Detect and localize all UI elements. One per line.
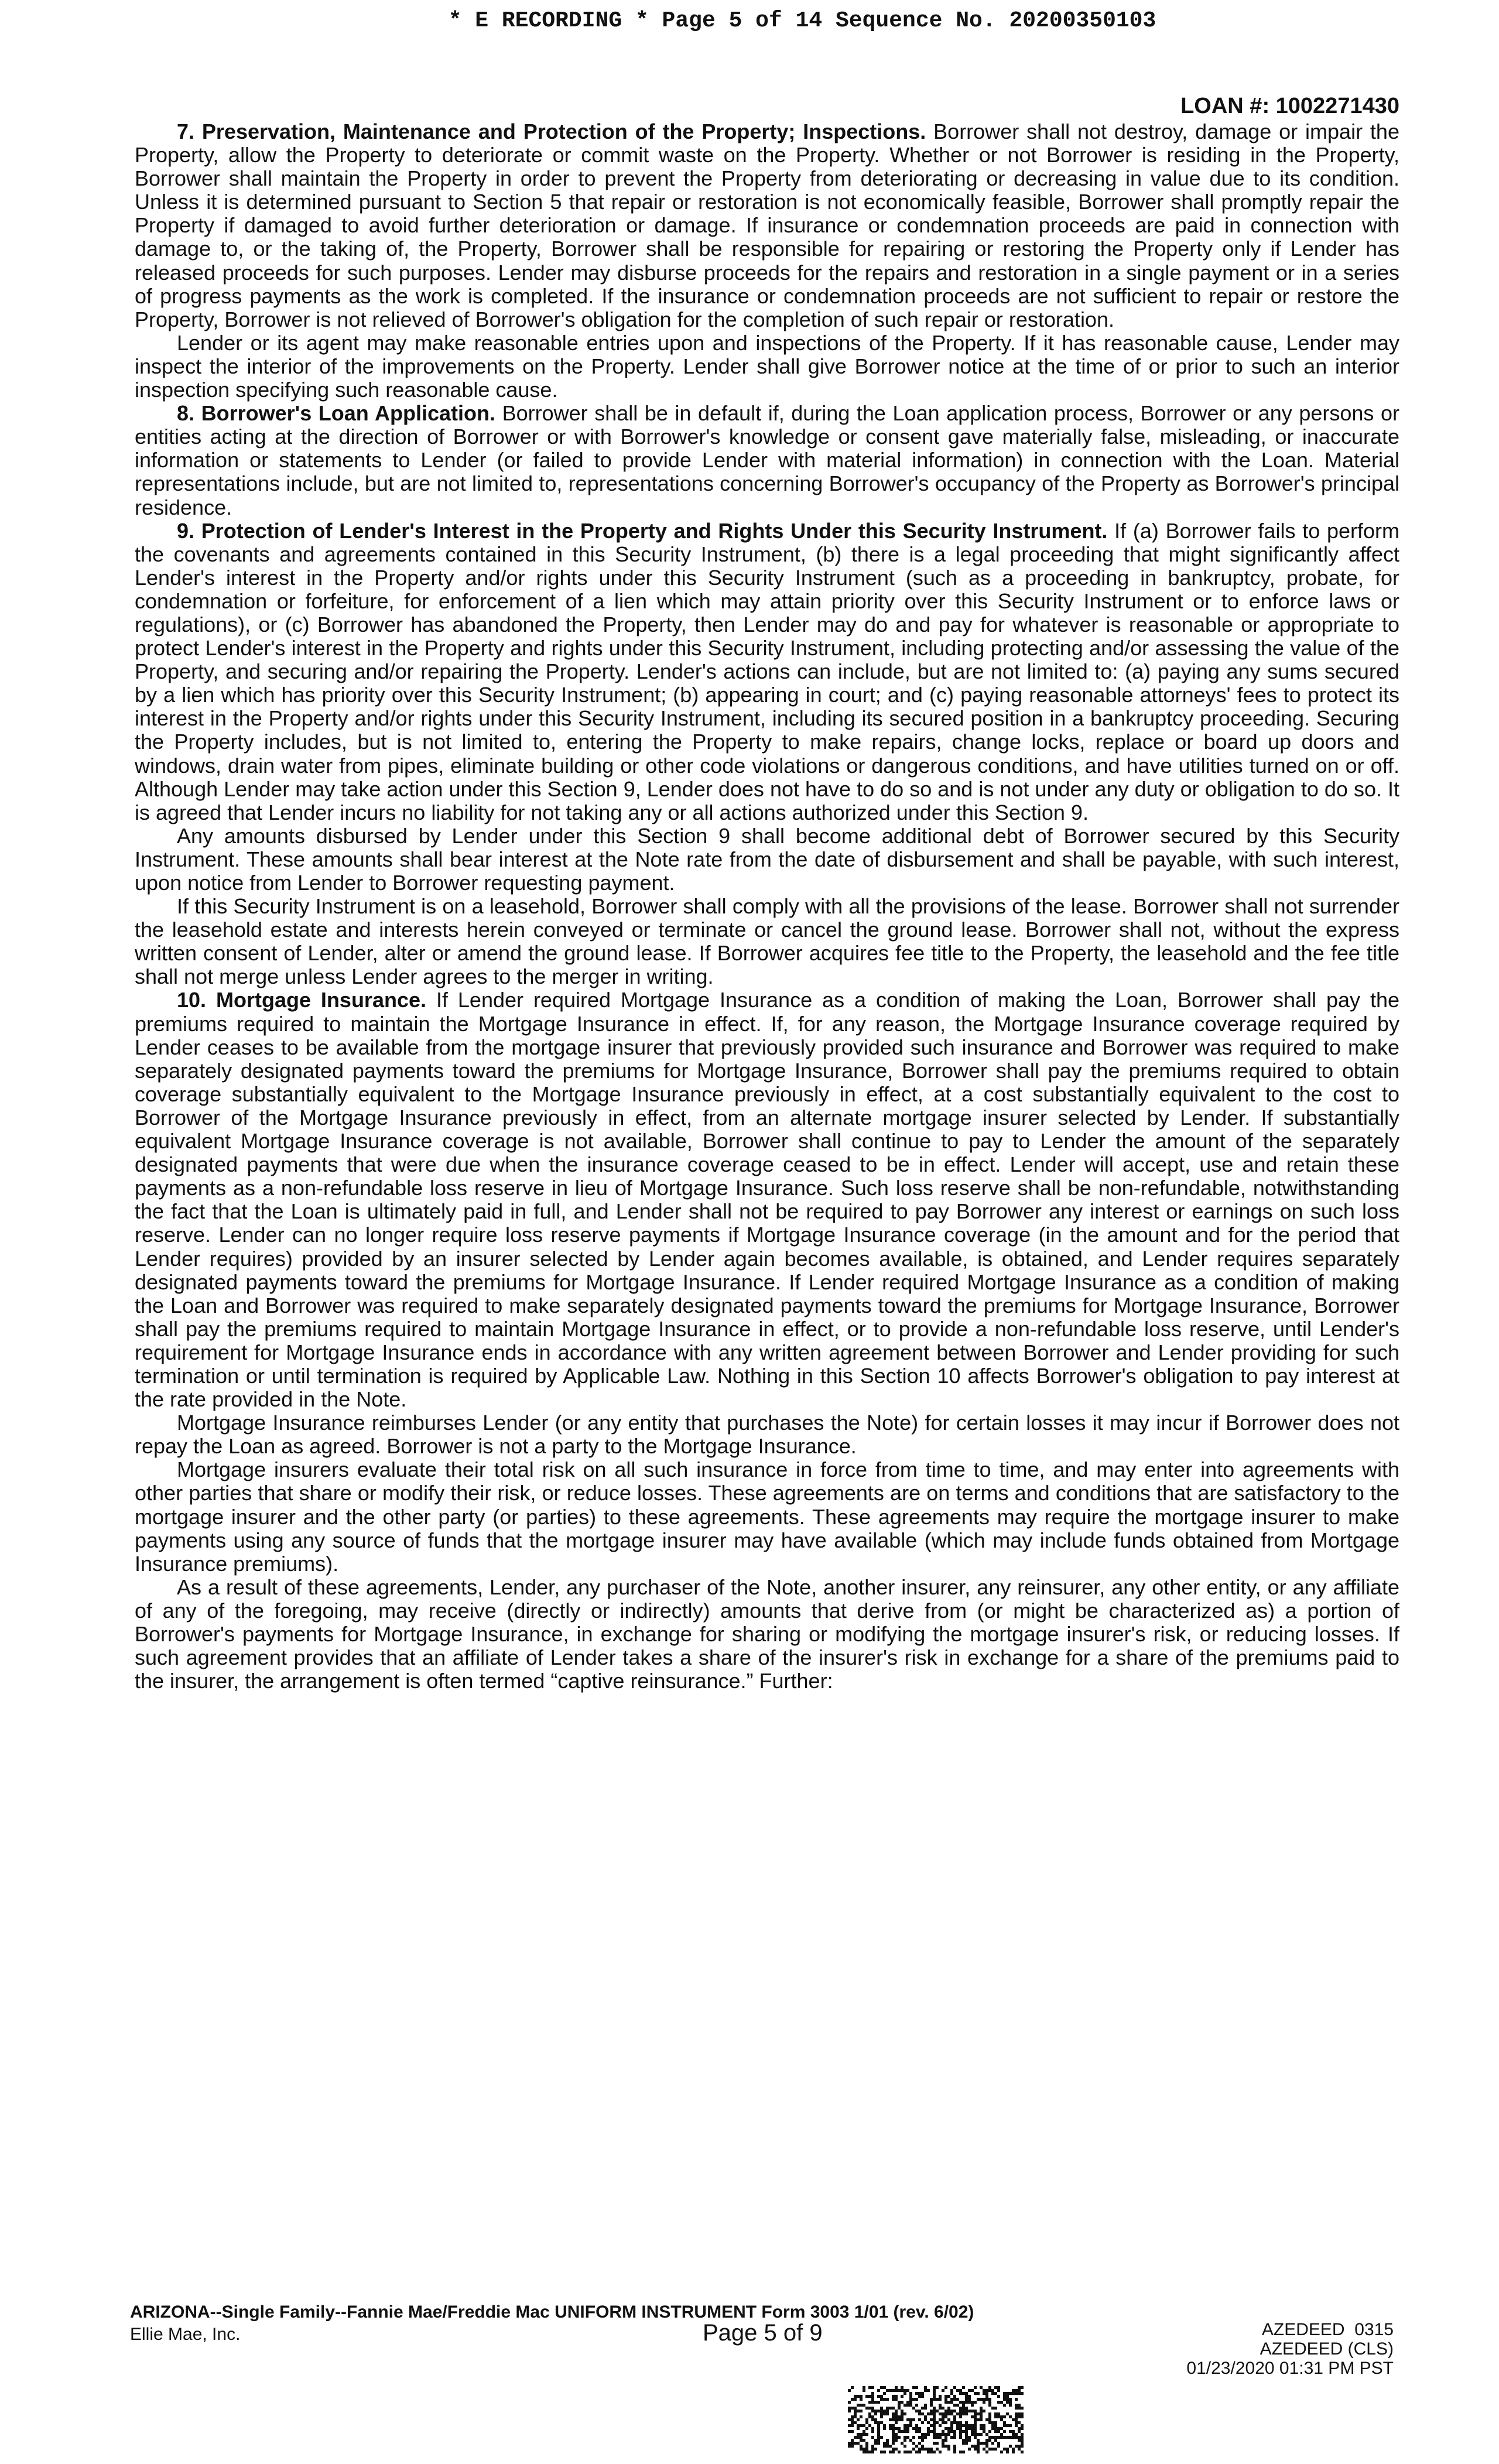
barcode-icon [848, 2386, 1024, 2453]
print-timestamp: 01/23/2020 01:31 PM PST [1186, 2359, 1394, 2378]
paragraph-text: Mortgage insurers evaluate their total risk on all such insurance in force from time to time, and may enter into agreements with other parties that share or modify their risk, or reduce losses. These agreements are on terms and conditions that are satisfactory to the mortgage insurer and the other party (or parties) to these agreements. These agreements may require the mortgage insurer to make payments using any source of funds that the mortgage insurer may have available (which may include funds obtained from Mortgage Insurance premiums). [135, 1457, 1399, 1576]
paragraph [135, 402, 1399, 519]
form-codes [1186, 2320, 1394, 2378]
section-heading: 10. Mortgage Insurance. [177, 988, 427, 1012]
paragraph [135, 331, 1399, 402]
page-number: Page 5 of 9 [703, 2320, 823, 2346]
paragraph-text: Any amounts disbursed by Lender under this Section 9 shall become additional debt of Borrower secured by this Security Instrument. These amounts shall bear interest at the Note rate from the date of disbursement and shall be payable, with such interest, upon notice from Lender to Borrower requesting payment. [135, 823, 1399, 895]
paragraph [135, 519, 1399, 824]
paragraph-text: Mortgage Insurance reimburses Lender (or any entity that purchases the Note) for certain losses it may incur if Borrower does not repay the Loan as agreed. Borrower is not a party to the Mortgage Insurance. [135, 1411, 1399, 1459]
form-code-2: AZEDEED (CLS) [1260, 2339, 1394, 2359]
paragraph [135, 1576, 1399, 1693]
section-heading: 7. Preservation, Maintenance and Protection of the Property; Inspections. [177, 119, 926, 143]
paragraph [135, 824, 1399, 895]
form-code-1: AZEDEED 0315 [1261, 2320, 1394, 2339]
form-title: ARIZONA--Single Family--Fannie Mae/Freddie Mac UNIFORM INSTRUMENT Form 3003 1/01 (rev. 6/02) [130, 2302, 974, 2322]
paragraph-text: If Lender required Mortgage Insurance as a condition of making the Loan, Borrower shall pay the premiums required to maintain the Mortgage Insurance in effect. If, for any reason, the Mortgage Insurance coverage required by Lender ceases to be available from the mortgage insurer that previously provided such insurance and Borrower was required to make separately designated payments toward the premiums for Mortgage Insurance, Borrower shall pay the premiums required to obtain coverage substantially equivalent to the Mortgage Insurance previously in effect, at a cost substantially equivalent to the cost to Borrower of the Mortgage Insurance previously in effect, from an alternate mortgage insurer selected by Lender. If substantially equivalent Mortgage Insurance coverage is not available, Borrower shall continue to pay to Lender the amount of the separately designated payments that were due when the insurance coverage ceased to be in effect. Lender will accept, use and retain these payments as a non-refundable loss reserve in lieu of Mortgage Insurance. Such loss reserve shall be non-refundable, notwithstanding the fact that the Loan is ultimately paid in full, and Lender shall not be required to pay Borrower any interest or earnings on such loss reserve. Lender can no longer require loss reserve payments if Mortgage Insurance coverage (in the amount and for the period that Lender requires) provided by an insurer selected by Lender again becomes available, is obtained, and Lender requires separately designated payments toward the premiums for Mortgage Insurance. If Lender required Mortgage Insurance as a condition of making the Loan and Borrower was required to make separately designated payments toward the premiums for Mortgage Insurance, Borrower shall pay the premiums required to maintain Mortgage Insurance in effect, or to provide a non-refundable loss reserve, until Lender's requirement for Mortgage Insurance ends in accordance with any written agreement between Borrower and Lender providing for such termination or until termination is required by Applicable Law. Nothing in this Section 10 affects Borrower's obligation to pay interest at the rate provided in the Note. [135, 988, 1400, 1412]
paragraph-text: If (a) Borrower fails to perform the covenants and agreements contained in this Security Instrument, (b) there is a legal proceeding that might significantly affect Lender's interest in the Property and/or rights under this Security Instrument (such as a proceeding in bankruptcy, probate, for condemnation or forfeiture, for enforcement of a lien which may attain priority over this Security Instrument or to enforce laws or regulations), or (c) Borrower has abandoned the Property, then Lender may do and pay for whatever is reasonable or appropriate to protect Lender's interest in the Property and rights under this Security Instrument, including protecting and/or assessing the value of the Property, and securing and/or repairing the Property. Lender's actions can include, but are not limited to: (a) paying any sums secured by a lien which has priority over this Security Instrument; (b) appearing in court; and (c) paying reasonable attorneys' fees to protect its interest in the Property and/or rights under this Security Instrument, including its secured position in a bankruptcy proceeding. Securing the Property includes, but is not limited to, entering the Property to make repairs, change locks, replace or board up doors and windows, drain water from pipes, eliminate building or other code violations or dangerous conditions, and have utilities turned on or off. Although Lender may take action under this Section 9, Lender does not have to do so and is not under any duty or obligation to do so. It is agreed that Lender incurs no liability for not taking any or all actions authorized under this Section 9. [135, 518, 1399, 824]
recording-header: * E RECORDING * Page 5 of 14 Sequence No. 20200350103 [448, 8, 1156, 33]
paragraph-text: As a result of these agreements, Lender, any purchaser of the Note, another insurer, any reinsurer, any other entity, or any affiliate of any of the foregoing, may receive (directly or indirectly) amounts that derive from (or might be characterized as) a portion of Borrower's payments for Mortgage Insurance, in exchange for sharing or modifying the mortgage insurer's risk, or reducing losses. If such agreement provides that an affiliate of Lender takes a share of the insurer's risk in exchange for a share of the premiums paid to the insurer, the arrangement is often termed “captive reinsurance.” Further: [135, 1575, 1399, 1693]
paragraph [135, 988, 1399, 1411]
document-body [135, 120, 1399, 1693]
paragraph [135, 895, 1399, 988]
paragraph [135, 1458, 1399, 1575]
paragraph-text: Lender or its agent may make reasonable entries upon and inspections of the Property. If it has reasonable cause, Lender may inspect the interior of the improvements on the Property. Lender shall give Borrower notice at the time of or prior to such an interior inspection specifying such reasonable cause. [135, 330, 1399, 402]
paragraph-text: Borrower shall be in default if, during the Loan application process, Borrower or any persons or entities acting at the direction of Borrower or with Borrower's knowledge or consent gave materially false, misleading, or inaccurate information or statements to Lender (or failed to provide Lender with material information) in connection with the Loan. Material representations include, but are not limited to, representations concerning Borrower's occupancy of the Property as Borrower's principal residence. [135, 401, 1399, 519]
section-heading: 8. Borrower's Loan Application. [177, 401, 496, 426]
paragraph-text: Borrower shall not destroy, damage or impair the Property, allow the Property to deteriorate or commit waste on the Property. Whether or not Borrower is residing in the Property, Borrower shall maintain the Property in order to prevent the Property from deteriorating or decreasing in value due to its condition. Unless it is determined pursuant to Section 5 that repair or restoration is not economically feasible, Borrower shall promptly repair the Property if damaged to avoid further deterioration or damage. If insurance or condemnation proceeds are paid in connection with damage to, or the taking of, the Property, Borrower shall be responsible for repairing or restoring the Property only if Lender has released proceeds for such purposes. Lender may disburse proceeds for the repairs and restoration in a single payment or in a series of progress payments as the work is completed. If the insurance or condemnation proceeds are not sufficient to repair or restore the Property, Borrower is not relieved of Borrower's obligation for the completion of such repair or restoration. [135, 119, 1399, 331]
vendor-name: Ellie Mae, Inc. [130, 2325, 241, 2344]
paragraph-text: If this Security Instrument is on a leasehold, Borrower shall comply with all the provisions of the lease. Borrower shall not surrender the leasehold estate and interests herein conveyed or terminate or cancel the ground lease. Borrower shall not, without the express written consent of Lender, alter or amend the ground lease. If Borrower acquires fee title to the Property, the leasehold and the fee title shall not merge unless Lender agrees to the merger in writing. [135, 894, 1399, 989]
loan-number: LOAN #: 1002271430 [1180, 94, 1399, 118]
section-heading: 9. Protection of Lender's Interest in the Property and Rights Under this Security Instrument. [177, 518, 1108, 543]
paragraph [135, 1411, 1399, 1458]
paragraph [135, 120, 1399, 331]
